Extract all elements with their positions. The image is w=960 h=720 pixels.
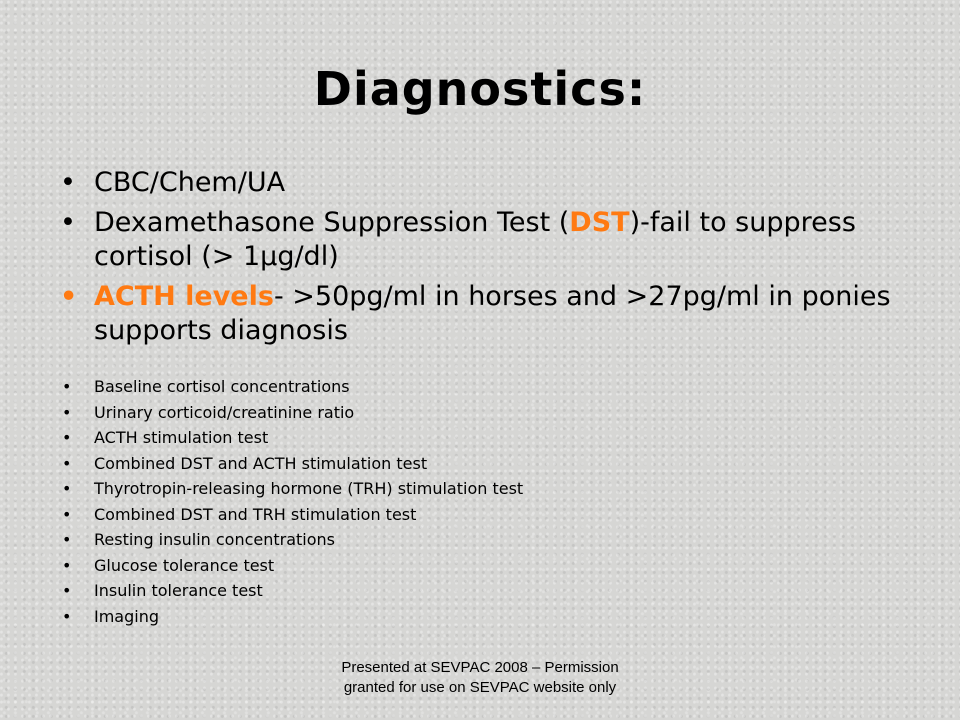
bullet-marker: • xyxy=(62,453,72,473)
sub-bullet-text: Thyrotropin-releasing hormone (TRH) stimulation test xyxy=(94,479,524,498)
sub-bullet-text: Baseline cortisol concentrations xyxy=(94,377,350,396)
bullet-marker: • xyxy=(62,402,72,422)
bullet-marker: • xyxy=(62,606,72,626)
main-bullet-text: CBC/Chem/UA xyxy=(94,167,286,198)
sub-bullet-item xyxy=(58,553,918,579)
bullet-marker: • xyxy=(60,207,76,238)
sub-bullet-text: Combined DST and ACTH stimulation test xyxy=(94,453,428,473)
bullet-marker: • xyxy=(62,377,72,396)
bullet-marker: • xyxy=(60,167,76,198)
bullet-marker: • xyxy=(62,504,72,524)
sub-bullet-item xyxy=(58,374,918,400)
sub-bullet-item xyxy=(58,400,918,426)
sub-bullet-item xyxy=(58,604,918,630)
sub-bullet-text: Urinary corticoid/creatinine ratio xyxy=(94,402,355,422)
sub-bullet-item xyxy=(58,578,918,604)
bullet-marker: • xyxy=(60,281,78,312)
bullet-marker: • xyxy=(62,428,72,447)
main-bullet-text-pre: Dexamethasone Suppression Test ( xyxy=(94,207,570,238)
main-bullet-item xyxy=(58,166,918,200)
sub-bullet-list xyxy=(58,374,918,629)
sub-bullet-text: Insulin tolerance test xyxy=(94,581,263,600)
sub-bullet-item xyxy=(58,527,918,553)
main-bullet-highlight: DST xyxy=(569,207,630,238)
main-bullet-text-post: - >50pg/ml in horses and >27pg/ml in ponies supports diagnosis xyxy=(94,281,891,346)
bullet-marker: • xyxy=(62,530,72,549)
main-bullet-item xyxy=(58,280,918,348)
sub-bullet-text: Glucose tolerance test xyxy=(94,555,275,575)
sub-bullet-item xyxy=(58,451,918,477)
footer-permission-note: Presented at SEVPAC 2008 – Permission granted for use on SEVPAC website only xyxy=(341,659,619,696)
sub-bullet-text: Combined DST and TRH stimulation test xyxy=(94,504,417,524)
main-bullet-highlight: ACTH levels xyxy=(94,281,274,312)
sub-bullet-item xyxy=(58,476,918,502)
sub-bullet-text: Imaging xyxy=(94,606,160,626)
sub-bullet-item xyxy=(58,425,918,451)
main-bullet-text-post: )-fail to suppress cortisol (> 1µg/dl) xyxy=(94,207,856,272)
bullet-marker: • xyxy=(62,581,72,600)
bullet-marker: • xyxy=(62,479,72,498)
sub-bullet-item xyxy=(58,502,918,528)
sub-bullet-text: Resting insulin concentrations xyxy=(94,530,336,549)
main-bullet-item xyxy=(58,206,918,274)
bullet-marker: • xyxy=(62,555,72,575)
slide-title: Diagnostics: xyxy=(313,62,647,116)
sub-bullet-text: ACTH stimulation test xyxy=(94,428,269,447)
main-bullet-list xyxy=(58,166,918,354)
